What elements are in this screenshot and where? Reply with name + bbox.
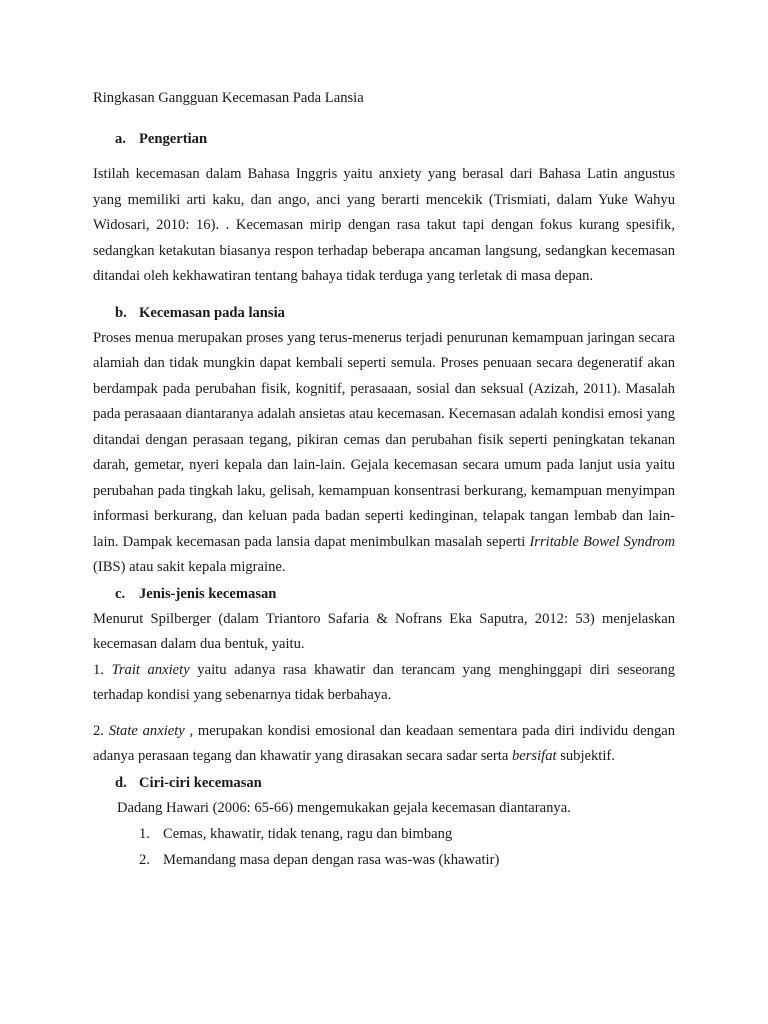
item-2-number: 2. (93, 722, 109, 739)
section-d-title: Ciri-ciri kecemasan (139, 774, 262, 791)
item-2-text-1: merupakan kondisi emosional dan keadaan sementara pada diri individu dengan adanya perasaan tegang dan khawatir yang dirasakan secara sadar serta (93, 722, 676, 764)
list-item-text: Cemas, khawatir, tidak tenang, ragu dan bimbang (163, 826, 453, 842)
section-b-number: b. (115, 304, 127, 321)
section-a-number: a. (115, 131, 126, 147)
list-item-number: 1. (139, 826, 150, 842)
section-b-title: Kecemasan pada lansia (139, 304, 285, 321)
section-b-italic-term: Irritable Bowel Syndrom (529, 533, 675, 550)
section-c-heading (93, 581, 675, 607)
item-1-text: yaitu adanya rasa khawatir dan terancam yang menghinggapi diri seseorang terhadap kondisi yang sebenarnya tidak berbahaya. (93, 661, 675, 703)
section-a-heading (93, 126, 675, 152)
section-c-item-1 (93, 658, 675, 709)
section-c-item-2 (93, 719, 675, 770)
section-d-heading (93, 770, 675, 796)
section-b-text-2: (IBS) atau sakit kepala migraine. (93, 559, 286, 575)
section-b-text-1: Proses menua merupakan proses yang terus-menerus terjadi penurunan kemampuan jaringan secara alamiah dan tidak mungkin dapat kembali seperti semula. Proses penuaan secara degeneratif akan berdampak pada perubahan fisik, kognitif, perasaaan, sosial dan seksual (Azizah, 2011). Masalah pada perasaaan diantaranya adalah ansietas atau kecemasan. Kecemasan adalah kondisi emosi yang ditandai dengan perasaan tegang, pikiran cemas dan perubahan fisik seperti peningkatan tekanan darah, gemetar, nyeri kepala dan lain-lain. Gejala kecemasan secara umum pada lanjut usia yaitu perubahan pada tingkah laku, gelisah, kemampuan konsentrasi berkurang, kemampuan menyimpan informasi berkurang, dan keluan pada badan seperti kedinginan, telapak tangan lembab dan lain-lain. Dampak kecemasan pada lansia dapat menimbulkan masalah seperti (93, 329, 675, 550)
list-item (93, 821, 675, 847)
list-item (93, 847, 675, 873)
item-2-italic: bersifat (511, 748, 557, 764)
section-c-title: Jenis-jenis kecemasan (139, 585, 277, 602)
list-item-number: 2. (139, 852, 150, 868)
item-1-term: Trait anxiety (111, 661, 190, 678)
section-c-intro: Menurut Spilberger (dalam Triantoro Safaria & Nofrans Eka Saputra, 2012: 53) menjelaskan kecemasan dalam dua bentuk, yaitu. (93, 610, 675, 652)
section-a-paragraph: Istilah kecemasan dalam Bahasa Inggris yaitu anxiety yang berasal dari Bahasa Latin angustus yang memiliki arti kaku, dan ango, anci yang berarti mencekik (Trismiati, dalam Yuke Wahyu Widosari, 2010: 16). . Kecemasan mirip dengan rasa takut tapi dengan fokus kurang spesifik, sedangkan ketakutan biasanya respon terhadap beberapa ancaman langsung, sedangkan kecemasan ditandai oleh kekhawatiran tentang bahaya tidak terduga yang terletak di masa depan. (93, 166, 675, 284)
item-1-number: 1. (93, 661, 112, 678)
document-title: Ringkasan Gangguan Kecemasan Pada Lansia (93, 90, 364, 106)
section-c-number: c. (115, 585, 126, 602)
list-item-text: Memandang masa depan dengan rasa was-was (khawatir) (163, 852, 500, 868)
section-a-title: Pengertian (139, 131, 208, 147)
section-b-heading (93, 300, 675, 326)
section-d-number: d. (115, 774, 127, 791)
item-2-text-2: subjektif. (556, 748, 615, 764)
item-2-term: State anxiety , (108, 722, 194, 739)
section-b-paragraph (93, 326, 675, 581)
document-page (93, 88, 675, 873)
section-d-intro: Dadang Hawari (2006: 65-66) mengemukakan gejala kecemasan diantaranya. (117, 799, 571, 816)
